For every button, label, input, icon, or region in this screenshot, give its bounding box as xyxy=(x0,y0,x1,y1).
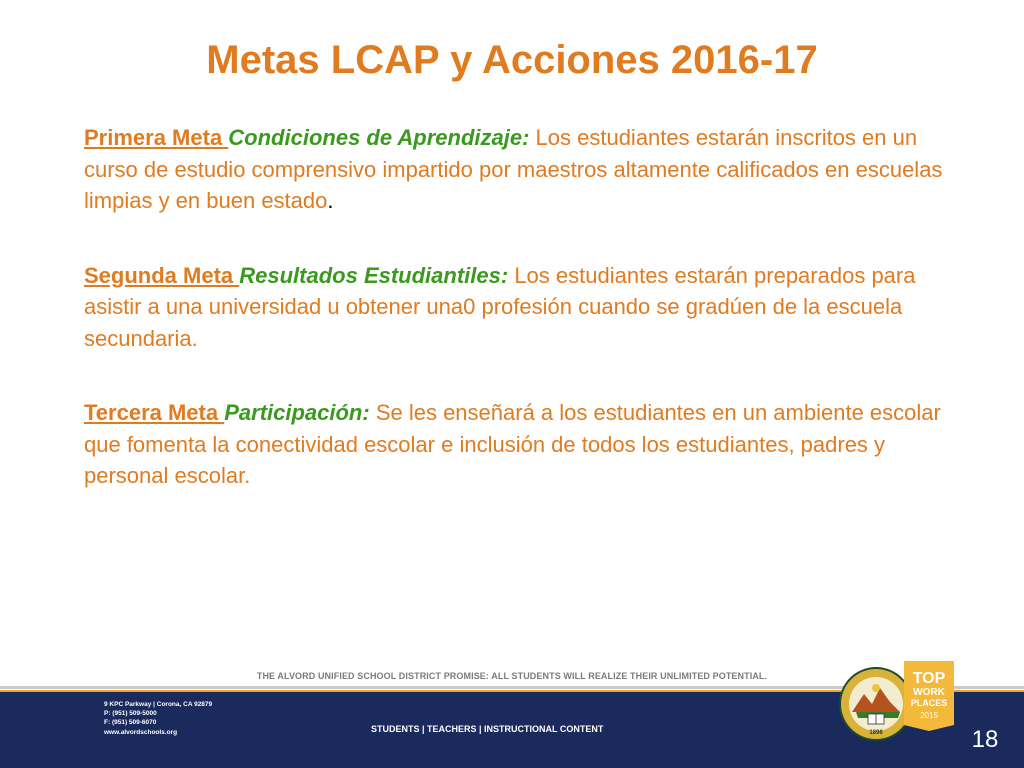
goal-text: Los estudiantes estarán preparados para asistir a una universidad u obtener una0 profesión cuando se gradúen de la escuela secundaria. xyxy=(84,262,916,351)
district-seal-logo xyxy=(838,666,914,742)
goal-label: Primera Meta xyxy=(84,125,229,150)
goal-1 xyxy=(84,122,974,217)
goal-label: Segunda Meta xyxy=(84,262,240,288)
goal-text: Los estudiantes estarán inscritos en un curso de estudio comprensivo impartido por maestros altamente calificados en escuelas limpias y en buen estado xyxy=(84,125,943,213)
top-workplaces-badge xyxy=(904,661,954,731)
goal-3 xyxy=(84,397,974,492)
badge-year: 2015 xyxy=(920,711,938,720)
goal-theme: Resultados Estudiantiles: xyxy=(239,262,509,288)
goal-2 xyxy=(84,260,974,355)
seal-year-text: 1896 xyxy=(869,730,883,736)
goal-theme: Participación: xyxy=(224,400,370,425)
fax-text: F: (951) 509-6070 xyxy=(104,719,157,727)
slide-title: Metas LCAP y Acciones 2016-17 xyxy=(206,38,818,82)
goal-text: Se les enseñará a los estudiantes en un ambiente escolar que fomenta la conectividad escolar e inclusión de todos los estudiantes, padres y personal escolar. xyxy=(84,400,941,488)
website-text: www.alvordschools.org xyxy=(104,728,178,736)
address-text: 9 KPC Parkway | Corona, CA 92879 xyxy=(104,701,213,708)
badge-line3: PLACES xyxy=(910,698,948,708)
phone-text: P: (951) 509-5000 xyxy=(104,710,157,718)
goal-label: Tercera Meta xyxy=(84,400,225,425)
page-number: 18 xyxy=(971,726,999,753)
badge-line2: WORK xyxy=(913,687,945,698)
goals-list xyxy=(84,122,974,535)
badge-line1: TOP xyxy=(912,670,946,687)
district-promise: THE ALVORD UNIFIED SCHOOL DISTRICT PROMISE: ALL STUDENTS WILL REALIZE THEIR UNLIMITED POTENTIAL. xyxy=(256,671,768,681)
goal-theme: Condiciones de Aprendizaje: xyxy=(228,125,530,150)
contact-block xyxy=(104,700,212,737)
goal-end: . xyxy=(327,188,334,213)
footer-tagline: STUDENTS | TEACHERS | INSTRUCTIONAL CONTENT xyxy=(371,724,604,734)
